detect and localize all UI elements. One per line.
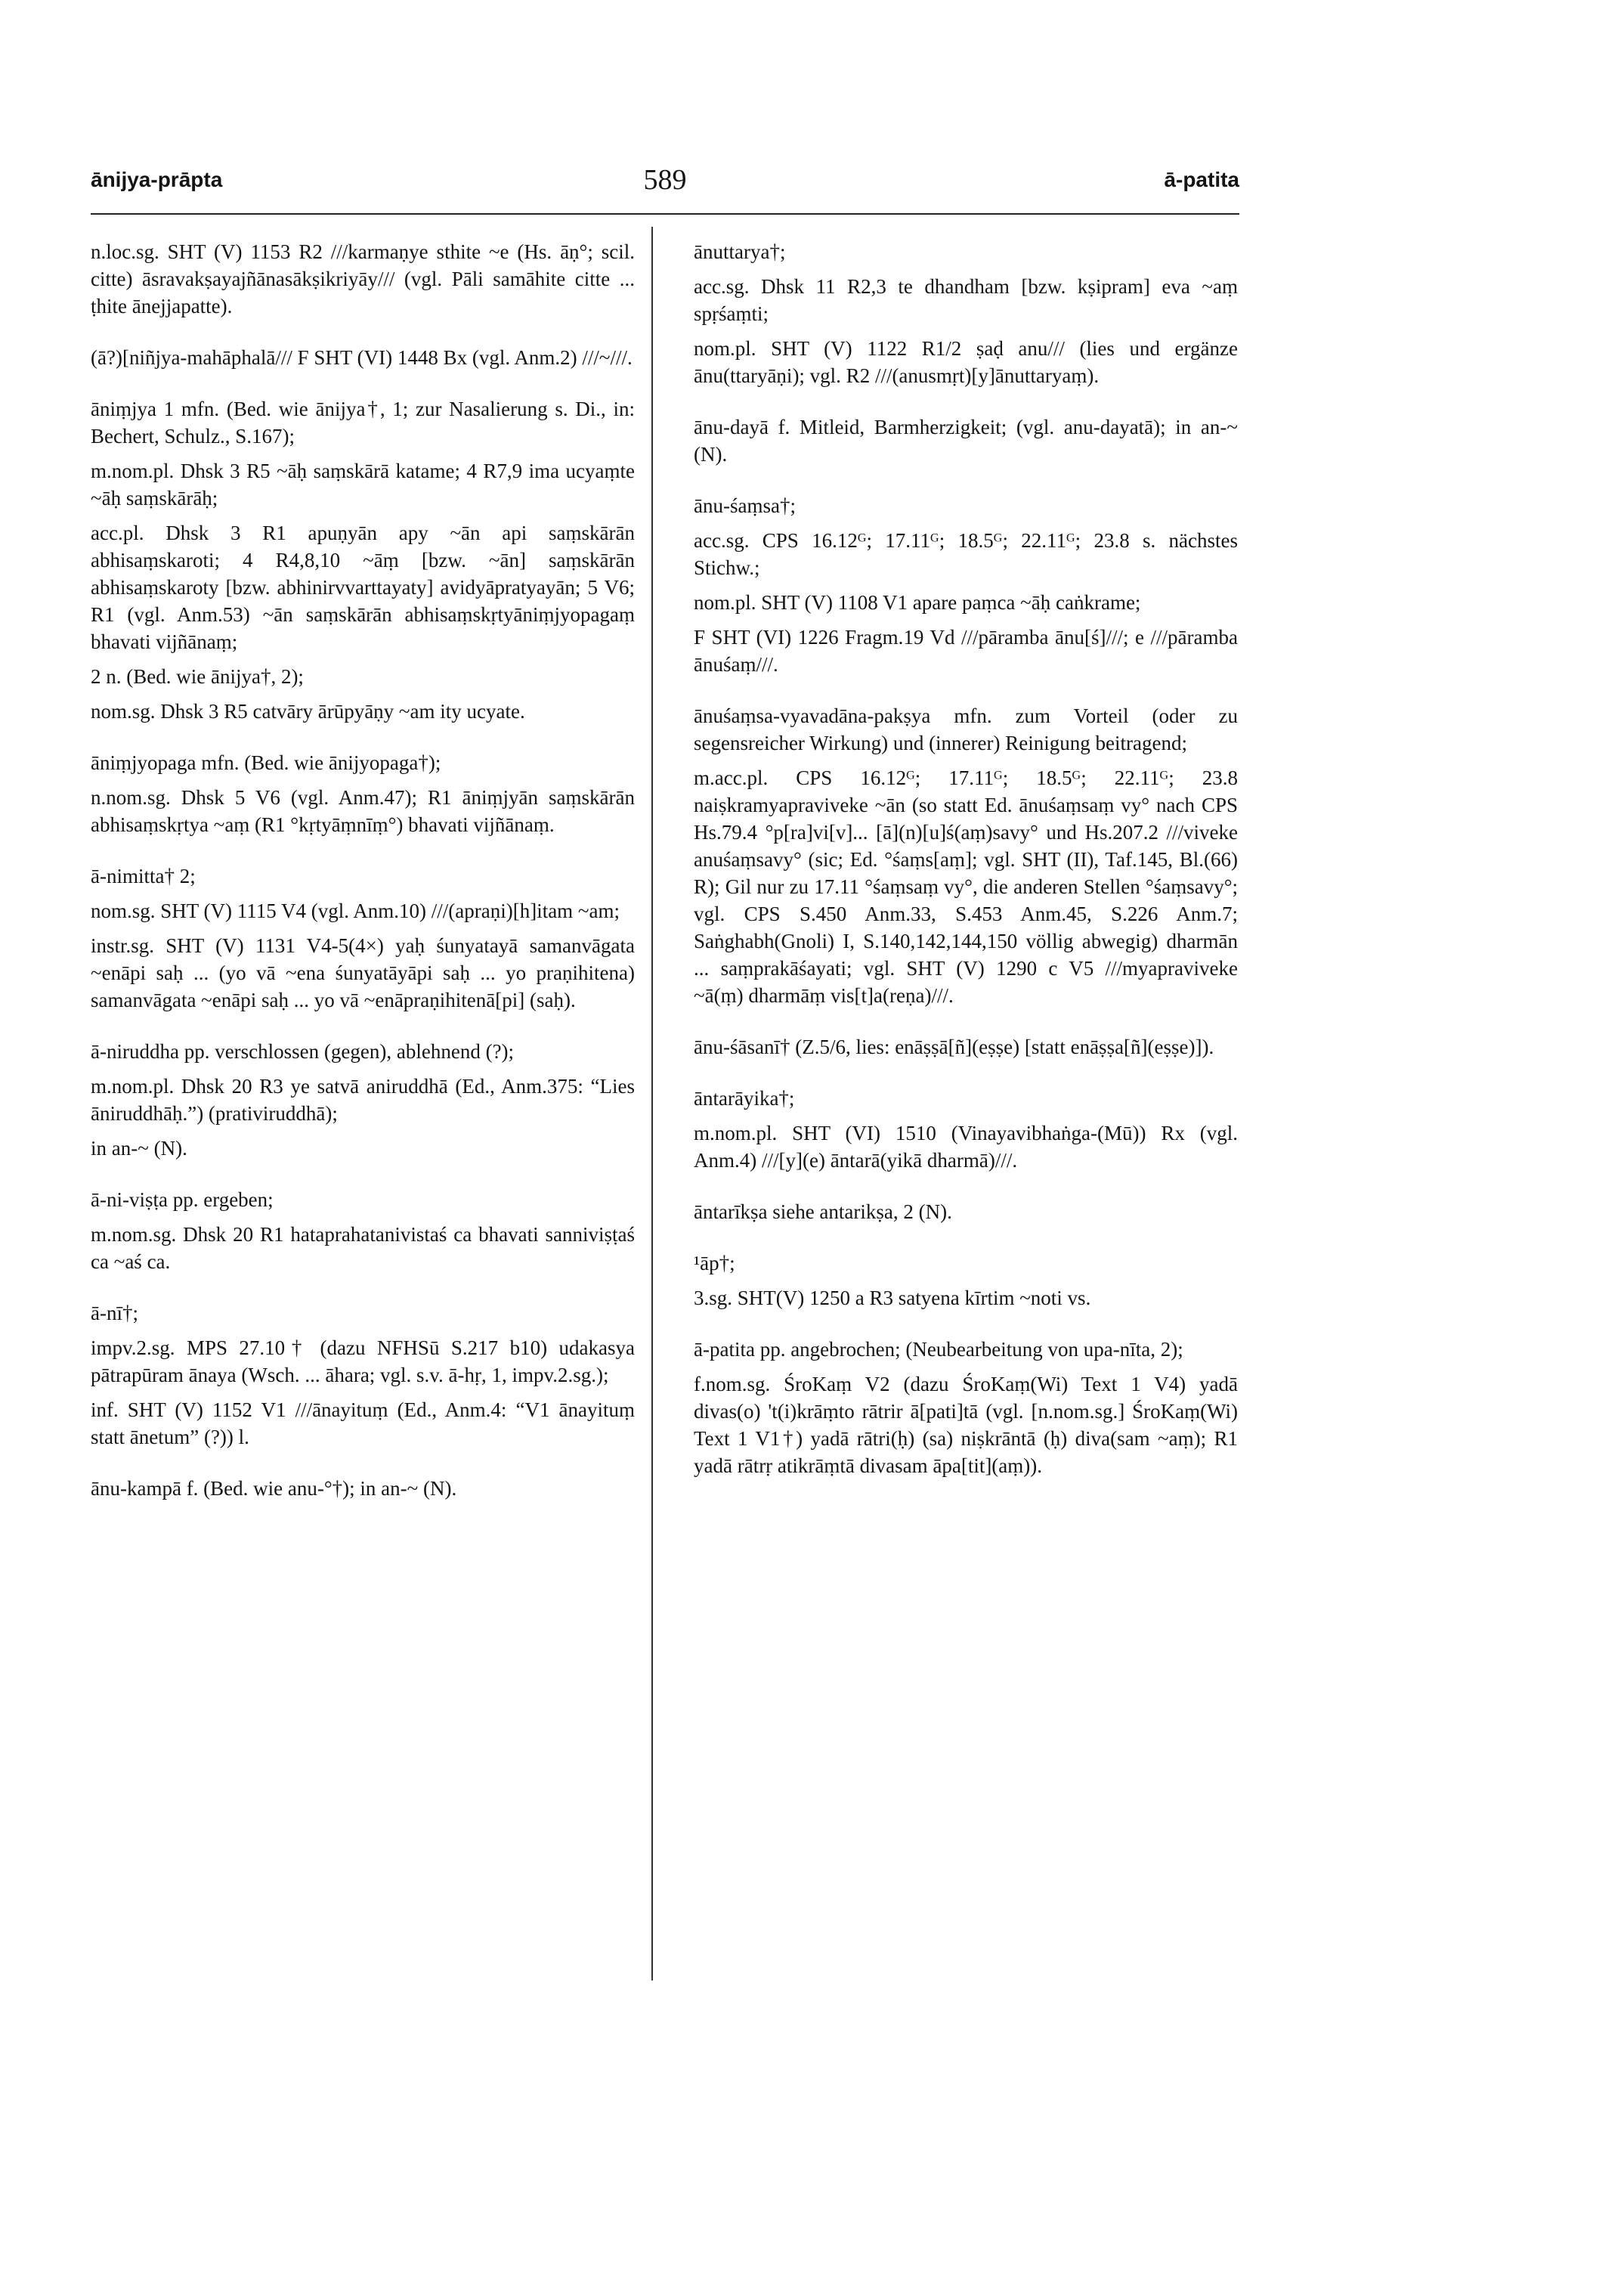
entry-line: āniṃjya 1 mfn. (Bed. wie ānijya†, 1; zur Nasalierung s. Di., in: Bechert, Schulz., S.167); [91,398,635,447]
entry-line: m.nom.pl. Dhsk 20 R3 ye satvā aniruddhā (Ed., Anm.375: “Lies āniruddhāḥ.”) (prativiruddhā); [91,1075,635,1125]
entry-line: in an-~ (N). [91,1137,187,1160]
running-head-right: ā-patita [1164,168,1239,191]
entry-animjya [91,395,635,725]
entry-line: ānu-dayā f. Mitleid, Barmherzigkeit; (vgl. anu-dayatā); in an-~ (N). [694,416,1238,466]
entry-line: ā-niruddha pp. verschlossen (gegen), ablehnend (?); [91,1040,515,1063]
entry-line: m.nom.pl. Dhsk 3 R5 ~āḥ saṃskārā katame; 4 R7,9 ima ucyaṃte ~āḥ saṃskārāḥ; [91,460,635,509]
entry-anijya-loc [91,238,635,320]
entry-line: acc.pl. Dhsk 3 R1 apuṇyān apy ~ān api saṃskārān abhisaṃskaroti; 4 R4,8,10 ~āṃ [bzw. ~ān] saṃskārān abhisaṃskaroty [bzw. abhinirvvarttayaty] avidyāpratyayān; 5 V6; R1 (vgl. Anm.53) ~ān saṃskārān abhisaṃskṛtyāniṃjyopagaṃ bhavati vijñānaṃ; [91,522,635,653]
running-head [91,164,1239,206]
entry-line: ānuśaṃsa-vyavadāna-pakṣya mfn. zum Vorteil (oder zu segensreicher Wirkung) und (innerer) Reinigung beitragend; [694,705,1238,754]
entry-line: 2 n. (Bed. wie ānijya†, 2); [91,665,304,688]
entry-anuttarya [694,238,1238,389]
entry-line: acc.sg. CPS 16.12ᴳ; 17.11ᴳ; 18.5ᴳ; 22.11ᴳ; 23.8 s. nächstes Stichw.; [694,529,1238,579]
entry-line: ānu-śaṃsa†; [694,494,796,517]
entry-line: (ā?)[niñjya-mahāphalā/// F SHT (VI) 1448 Bx (vgl. Anm.2) ///~///. [91,346,633,369]
entry-line: āntarāyika†; [694,1087,795,1110]
entry-line: ā-ni-viṣṭa pp. ergeben; [91,1188,274,1211]
entry-line: m.acc.pl. CPS 16.12ᴳ; 17.11ᴳ; 18.5ᴳ; 22.11ᴳ; 23.8 naiṣkramyapraviveke ~ān (so statt Ed. ānuśaṃsaṃ vy° nach CPS Hs.79.4 °p[ra]vi[v]... [ā](n)[u]ś(aṃ)savy° und Hs.207.2 ///viveke anuśaṃsavy° (sic; Ed. °śaṃs[aṃ]; vgl. SHT (II), Taf.145, Bl.(66) R); Gil nur zu 17.11 °śaṃsaṃ vy°, die anderen Stellen °śaṃsavy°; vgl. CPS S.450 Anm.33, S.453 Anm.45, S.226 Anm.7; Saṅghabh(Gnoli) I, S.140,142,144,150 völlig abwegig) dharmān ... saṃprakāśayati; vgl. SHT (V) 1290 c V5 ///myapraviveke ~ā(ṃ) dharmāṃ vis[t]a(reṇa)///. [694,766,1238,1007]
entry-antariksa [694,1198,1238,1225]
entry-line: inf. SHT (V) 1152 V1 ///ānayituṃ (Ed., Anm.4: “V1 ānayituṃ statt ānetum” (?)) l. [91,1398,635,1448]
entry-a-patita [694,1336,1238,1479]
entry-ap [694,1250,1238,1311]
entry-line: f.nom.sg. ŚroKaṃ V2 (dazu ŚroKaṃ(Wi) Text 1 V4) yadā divas(o) 't(i)krāṃto rātrir ā[pati]tā (vgl. [n.nom.sg.] ŚroKaṃ(Wi) Text 1 V1†) yadā rātri(ḥ) (sa) niṣkrāntā (ḥ) diva(sam ~aṃ); R1 yadā rātrṛ atikrāṃtā divasam āpa[tit](aṃ)). [694,1373,1238,1477]
entry-line: ānu-śāsanī† (Z.5/6, lies: enāṣṣā[ñ](eṣṣe) [statt enāṣṣa[ñ](eṣṣe)]). [694,1036,1214,1058]
entry-line: āntarīkṣa siehe antarikṣa, 2 (N). [694,1200,952,1223]
entry-anu-daya [694,413,1238,468]
entry-anu-sasani [694,1033,1238,1061]
entry-line: n.nom.sg. Dhsk 5 V6 (vgl. Anm.47); R1 āniṃjyān saṃskārān abhisaṃskṛtya ~aṃ (R1 °kṛtyāṃnīṃ°) bhavati vijñānaṃ. [91,786,635,836]
entry-line: nom.pl. SHT (V) 1122 R1/2 ṣaḍ anu/// (lies und ergänze ānu(ttaryāṇi); vgl. R2 ///(anusmṛt)[y]ānuttaryaṃ). [694,337,1238,387]
page-number: 589 [643,164,687,196]
entry-line: ā-nī†; [91,1302,138,1324]
header-rule [91,213,1239,215]
entry-line: nom.sg. SHT (V) 1115 V4 (vgl. Anm.10) ///(apraṇi)[h]itam ~am; [91,900,620,922]
entry-line: m.nom.sg. Dhsk 20 R1 hataprahatanivistaś ca bhavati sanniviṣṭaś ca ~aś ca. [91,1223,635,1273]
entry-a-nimitta [91,862,635,1014]
entry-line: F SHT (VI) 1226 Fragm.19 Vd ///pāramba ānu[ś]///; e ///pāramba ānuśaṃ///. [694,626,1238,676]
entry-line: n.loc.sg. SHT (V) 1153 R2 ///karmaṇye sthite ~e (Hs. āṇ°; scil. citte) āsravakṣayajñānasākṣikriyāy/// (vgl. Pāli samāhite citte ... ṭhite ānejjapatte). [91,240,635,317]
entry-line: m.nom.pl. SHT (VI) 1510 (Vinayavibhaṅga-(Mū)) Rx (vgl. Anm.4) ///[y](e) āntarā(yikā dharmā)///. [694,1122,1238,1172]
entry-line: 3.sg. SHT(V) 1250 a R3 satyena kīrtim ~noti vs. [694,1287,1091,1309]
entry-line: impv.2.sg. MPS 27.10† (dazu NFHSū S.217 b10) udakasya pātrapūram ānaya (Wsch. ... āhara; vgl. s.v. ā-hṛ, 1, impv.2.sg.); [91,1336,635,1386]
entry-line: ¹āp†; [694,1252,735,1274]
entry-line: ānu-kampā f. (Bed. wie anu-°†); in an-~ (N). [91,1477,457,1500]
entry-line: nom.sg. Dhsk 3 R5 catvāry ārūpyāṇy ~am ity ucyate. [91,700,525,723]
entry-line: ā-patita pp. angebrochen; (Neubearbeitung von upa-nīta, 2); [694,1338,1183,1361]
entry-line: āniṃjyopaga mfn. (Bed. wie ānijyopaga†); [91,751,441,774]
entry-anu-kampa [91,1475,635,1502]
entry-anusamsa-vyavadana-paksya [694,702,1238,1009]
entry-animjyopaga [91,749,635,838]
entry-a-ni-vista [91,1186,635,1275]
entry-antarayika [694,1085,1238,1174]
entry-line: ā-nimitta† 2; [91,865,196,887]
entry-aniñjya-mahaphala [91,344,635,371]
entry-a-ni [91,1299,635,1451]
right-column [694,238,1238,1503]
entry-line: acc.sg. Dhsk 11 R2,3 te dhandham [bzw. kṣipram] eva ~aṃ spṛśaṃti; [694,275,1238,325]
column-divider [651,227,653,1980]
left-column [91,238,635,1526]
entry-anu-samsa [694,492,1238,678]
entry-line: instr.sg. SHT (V) 1131 V4-5(4×) yaḥ śunyatayā samanvāgata ~enāpi saḥ ... (yo vā ~ena śunyatāyāpi saḥ ... yo praṇihitena) samanvāgata ~enāpi saḥ ... yo vā ~enāpraṇihitenā[pi] (saḥ). [91,934,635,1011]
entry-line: nom.pl. SHT (V) 1108 V1 apare paṃca ~āḥ caṅkrame; [694,591,1141,614]
entry-a-niruddha [91,1038,635,1162]
running-head-left: ānijya-prāpta [91,168,223,191]
entry-line: ānuttarya†; [694,240,786,263]
